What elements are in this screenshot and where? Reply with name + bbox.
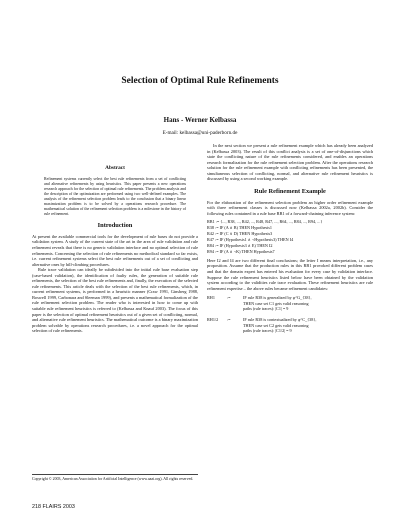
heuristic-line: paths (rule traces): |C1/2| = 9 <box>243 328 292 334</box>
rule-line: R84 := IF (Hypothesis3 ∧ E) THEN I2 <box>207 243 273 249</box>
heuristic-row <box>207 295 373 311</box>
heuristic-line: THEN case set C1 gets valid reasoning <box>243 300 309 306</box>
page-footer: 218 FLAIRS 2003 <box>32 504 75 510</box>
abstract-text: Refinement systems currently select the best rule refinements from a set of conflicting and alternative refinements by using heuristics. This paper presents a new operations research approach for the selection of optimal rule refinements. The problem analysis and the description of the optimization are performed using two well-defined examples. The analysis of the refinement selection problem leads to the conclusion that a binary linear maximization problem is to be solved by a operations research procedure. The mathematical solution of the refinement selection problem is a milestone in the history of rule refinement. <box>44 175 186 216</box>
heuristic-block <box>207 295 373 333</box>
abstract-heading: Abstract <box>105 165 125 171</box>
heuristic-line: IF rule R38 is contextualized by φ^C_{38}, <box>243 317 317 323</box>
introduction-heading: Introduction <box>97 221 133 229</box>
right-paragraph-3: Here I2 and I4 are two different final conclusions; the letter I means interpretation, i.e., any proposition. Assume that the production rules in this RB1 provoked different problem cases and that the domain expert has entered his evaluation for every case by validation interface. Suppose the rule refinement heuristics listed below have been obtained by the validation system according to the validities rule trace evaluation. These refinement heuristics are rule refinement expertise – the above rules became refinement candidates: <box>207 257 373 291</box>
rule-line: R42 := IF (C ∨ D) THEN Hypothesis3 <box>207 231 273 237</box>
right-paragraph-2: For the elaboration of the refinement selection problem an higher order refinement example with three refinement classes is discussed now (Kelbassa 2002a, 2002b). Consider the following rules contained in a rule base RB1 of a forward-chaining inference system: <box>207 199 373 216</box>
copyright-footnote: Copyright © 2003, American Association for Artificial Intelligence (www.aaai.org). All rights reserved. <box>32 474 198 482</box>
rule-line: R38 := IF (A ∧ B) THEN Hypothesis1 <box>207 225 273 231</box>
right-column <box>207 143 373 338</box>
intro-paragraph-2: Rule trace validation can ideally be subdivided into the initial rule base evaluation step (case-based validation), the identification of faulty rules, the generation of suitable rule refinements, the selection of the best rule refinements and, finally, the execution of the selected rule refinements. This article deals with the selection of the best rule refinements, which, in current refinement systems, is performed in a heuristic manner (Craw 1991, Ginsberg 1988, Boswell 1999, Carbonara and Sleeman 1999), and presents a mathematical formalization of the rule refinement selection problem. The reader who is interested in how to come up with suitable rule refinement heuristics is referred to (Kelbassa and Knauf 2003). The focus of this paper is the selection of optimal refinement heuristics out of a given set of conflicting, normal, and alternative rule refinement heuristics. The mathematical outcome is a binary maximization problem solvable by operations research procedures, i.e. a novel approach for the optimal selection of rule refinements. <box>32 267 198 334</box>
intro-paragraph-1: At present the available commercial tools for the development of rule bases do not provide a validation system. A study of the current state of the art in the area of rule validation and rule refinement reveals that there is no generic validation interface and no optimal selection of rule refinements. Concerning the selection of rule refinements no methodical standard so far exists, i.e. current refinement systems select the best rule refinements out of a set of conflicting and alternative ones by hill-climbing procedures. <box>32 233 198 267</box>
author-name: Hans - Werner Kelbassa <box>163 116 237 124</box>
heuristic-line: paths (rule traces): |C1| = 9 <box>243 306 289 311</box>
rule-line: R47 := IF (Hypothesis1 ∧ ¬Hypothesis3) THEN I4 <box>207 237 294 243</box>
heuristic-text <box>243 295 373 311</box>
heuristic-row <box>207 317 373 333</box>
heuristic-name: RH1/2 <box>207 317 219 323</box>
heuristic-line: THEN case set C2 gets valid reasoning <box>243 322 309 328</box>
section-heading-example: Rule Refinement Example <box>254 187 326 195</box>
heuristic-operator: := <box>227 295 231 301</box>
right-paragraph-1: In the next section we present a rule refinement example which has already been analyzed in (Kelbassa 2003). The result of this conflict analysis is a set of one-of-disjunctions which state the conflicting nature of the rule refinements considered, and enables an operations research formalization for the rule refinement selection problem. After the operations research solution for the rule refinement example with conflicting refinements has been presented, the simultaneous selection of conflicting, normal, and alternative rule refinement heuristics is discussed by using a second working example. <box>207 143 373 182</box>
heuristic-text <box>243 317 373 333</box>
heuristic-name: RH1 <box>207 295 215 301</box>
rule-line: RB1 := {..., R38, ..., R42, ..., R48, R47, ..., R64, ..., R84, ..., R94, ...} <box>207 219 323 225</box>
rule-line: R94 := IF (A ∧ ¬K) THEN Hypothesis7 <box>207 249 275 254</box>
heuristic-line: IF rule R38 is generalized by φ^G_{38}, <box>243 295 312 301</box>
heuristic-operator: := <box>227 317 231 323</box>
left-column <box>32 166 198 334</box>
author-email: E-mail: kelbassa@uni-paderborn.de <box>162 130 238 136</box>
rule-list <box>207 219 373 254</box>
paper-title: Selection of Optimal Rule Refinements <box>121 76 279 86</box>
